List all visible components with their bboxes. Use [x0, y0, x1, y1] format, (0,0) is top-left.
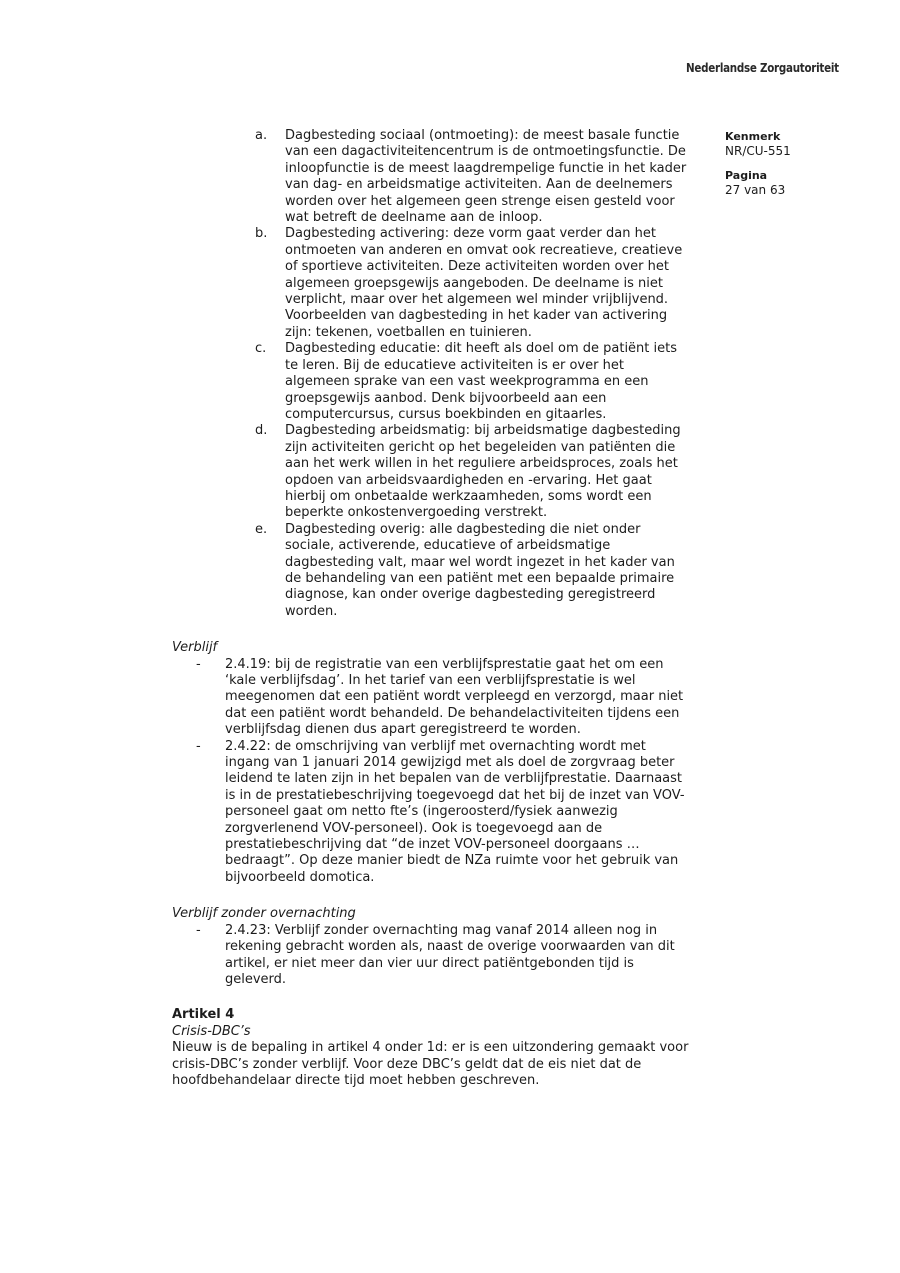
list-item-d [172, 423, 692, 521]
list-item-2422 [172, 739, 692, 887]
section-verblijf-zonder-overnachting [172, 906, 692, 988]
kenmerk-label: Kenmerk [725, 130, 781, 143]
list-item-2419 [172, 657, 692, 739]
list-item-text: Dagbesteding overig: alle dagbesteding die niet onder sociale, activerende, educatieve of arbeidsmatige dagbesteding valt, maar wel wordt ingezet in het kader van de behandeling van een patiënt met een bepaalde primaire diagnose, kan onder overige dagbesteding geregistreerd worden. [285, 521, 675, 619]
list-marker: d. [255, 423, 268, 439]
page-meta-sidebar [725, 130, 875, 208]
list-item-text: 2.4.19: bij de registratie van een verblijfsprestatie gaat het om een ‘kale verblijfsdag’. In het tarief van een verblijfsprestatie is wel meegenomen dat een patiënt wordt verpleegd en verzorgd, maar niet dat een patiënt wordt behandeld. De behandelactiviteiten tijdens een verblijfsdag dienen dus apart geregistreerd te worden. [225, 656, 684, 738]
pagina-block [725, 169, 875, 198]
dash-marker: - [196, 922, 201, 938]
list-item-text: Dagbesteding activering: deze vorm gaat verder dan het ontmoeten van anderen en omvat ook recreatieve, creatieve of sportieve activiteiten. Deze activiteiten worden over het algemeen groepsgewijs aangeboden. De deelname is niet verplicht, maar over het algemeen wel minder vrijblijvend. Voorbeelden van dagbesteding in het kader van activering zijn: tekenen, voetballen en tuinieren. [285, 226, 683, 340]
dagbesteding-letter-list [172, 128, 692, 620]
list-item-text: 2.4.23: Verblijf zonder overnachting mag vanaf 2014 alleen nog in rekening gebracht worden als, naast de overige voorwaarden van dit artikel, er niet meer dan vier uur direct patiëntgebonden tijd is geleverd. [225, 922, 675, 987]
list-item-c [172, 341, 692, 423]
section-verblijf [172, 640, 692, 886]
list-item-text: Dagbesteding arbeidsmatig: bij arbeidsmatige dagbesteding zijn activiteiten gericht op het begeleiden van patiënten die aan het werk willen in het reguliere arbeidsproces, zoals het opdoen van arbeidsvaardigheden en -ervaring. Het gaat hierbij om onbetaalde werkzaamheden, soms wordt een beperkte onkostenvergoeding verstrekt. [285, 423, 681, 521]
pagina-label: Pagina [725, 169, 768, 182]
section-artikel-4 [172, 1007, 692, 1089]
list-item-text: Dagbesteding educatie: dit heeft als doel om de patiënt iets te leren. Bij de educatieve activiteiten is er over het algemeen sprake van een vast weekprogramma en een groepsgewijs aanbod. Denk bijvoorbeeld aan een computercursus, cursus boekbinden en gitaarles. [285, 341, 677, 422]
section-heading-verblijf-zonder-overnachting: Verblijf zonder overnachting [172, 906, 356, 922]
artikel-4-title: Artikel 4 [172, 1007, 235, 1023]
pagina-value: 27 van 63 [725, 183, 786, 197]
list-item-e [172, 522, 692, 620]
artikel-4-subtitle: Crisis-DBC’s [172, 1023, 251, 1039]
list-marker: c. [255, 341, 267, 357]
list-item-2423 [172, 923, 692, 989]
list-item-text: Dagbesteding sociaal (ontmoeting): de meest basale functie van een dagactiviteitencentrum is de ontmoetingsfunctie. De inloopfunctie is de meest laagdrempelige functie in het kader van dag- en arbeidsmatige activiteiten. Aan de deelnemers worden over het algemeen geen strenge eisen gesteld voor wat betreft de deelname aan de inloop. [285, 128, 687, 226]
list-item-a [172, 128, 692, 226]
list-marker: a. [255, 128, 268, 143]
verblijf-zonder-overnachting-dash-list [172, 923, 692, 989]
list-marker: b. [255, 226, 268, 242]
list-marker: e. [255, 521, 268, 537]
verblijf-dash-list [172, 657, 692, 887]
list-item-text: 2.4.22: de omschrijving van verblijf met overnachting wordt met ingang van 1 januari 2014 gewijzigd met als doel de zorgvraag beter leidend te laten zijn in het bepalen van de verblijfprestatie. Daarnaast is in de prestatiebeschrijving toegevoegd dat het bij de inzet van VOV-personeel gaat om netto fte’s (ingeroosterd/fysiek aanwezig zorgverlenend VOV-personeel). Ook is toegevoegd aan de prestatiebeschrijving dat “de inzet VOV-personeel doorgaans … bedraagt”. Op deze manier biedt de NZa ruimte voor het gebruik van bijvoorbeeld domotica. [225, 738, 685, 885]
dash-marker: - [196, 656, 201, 672]
nza-logo: Nederlandse Zorgautoriteit [686, 61, 839, 75]
document-content [172, 128, 692, 1089]
list-item-b [172, 226, 692, 341]
artikel-4-body: Nieuw is de bepaling in artikel 4 onder 1d: er is een uitzondering gemaakt voor crisis-DBC’s zonder verblijf. Voor deze DBC’s geldt dat de eis niet dat de hoofdbehandelaar directe tijd moet hebben geschreven. [172, 1040, 689, 1088]
dash-marker: - [196, 738, 201, 754]
kenmerk-value: NR/CU-551 [725, 144, 791, 158]
kenmerk-block [725, 130, 875, 159]
section-heading-verblijf: Verblijf [172, 640, 218, 656]
